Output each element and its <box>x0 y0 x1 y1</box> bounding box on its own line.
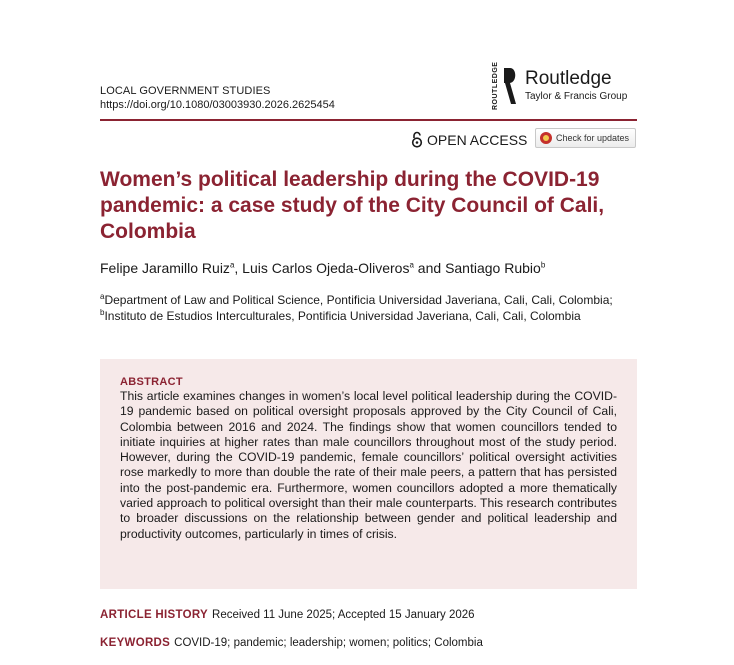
article-history <box>100 608 475 622</box>
header-divider <box>100 119 637 121</box>
article-history-label: ARTICLE HISTORY <box>100 609 209 621</box>
author-affiliation-mark: b <box>540 260 546 270</box>
author-name[interactable]: Luis Carlos Ojeda-Oliveros <box>242 260 410 276</box>
affiliation-text: Department of Law and Political Science, Pontificia Universidad Javeriana, Cali, Cali, Colombia; <box>104 293 613 307</box>
publisher-group: Taylor & Francis Group <box>525 91 628 102</box>
keywords-label: KEYWORDS <box>100 637 171 649</box>
author-affiliation-mark: a <box>229 260 235 270</box>
doi-link[interactable]: https://doi.org/10.1080/03003930.2026.2625454 <box>100 99 335 111</box>
routledge-logo-icon <box>501 66 519 106</box>
open-access-indicator <box>411 131 527 148</box>
affiliation-text: Instituto de Estudios Interculturales, Pontificia Universidad Javeriana, Cali, Cali, Colombia <box>104 309 581 323</box>
author-list <box>100 259 545 277</box>
check-updates-icon <box>540 132 552 144</box>
affiliations <box>100 292 638 324</box>
open-access-label: OPEN ACCESS <box>427 131 528 148</box>
check-updates-label: Check for updates <box>556 133 630 143</box>
publisher-imprint-vertical: ROUTLEDGE <box>492 61 499 110</box>
author-name[interactable]: Felipe Jaramillo Ruiz <box>100 260 230 276</box>
author-separator: and <box>413 260 446 276</box>
author-name[interactable]: Santiago Rubio <box>445 260 541 276</box>
keywords-text: COVID-19; pandemic; leadership; women; politics; Colombia <box>174 637 483 649</box>
abstract-text: This article examines changes in women’s local level political leadership during the COVID-19 pandemic based on political oversight proposals approved by the City Council of Cali, Colombia between 2016 and 2024. The findings show that women councillors tended to initiate inquiries at higher rates than male councillors throughout most of the study period. However, during the COVID-19 pandemic, female councillors’ political oversight activities rose markedly to more than double the rate of their male peers, a pattern that has persisted into the post-pandemic era. Furthermore, women councillors adopted a more thematically varied approach to political oversight than their male counterparts. This research contributes to broader discussions on the relationship between gender and political leadership and productivity outcomes, particularly in times of crisis. <box>120 389 617 541</box>
journal-header <box>100 84 335 112</box>
affiliation-mark: a <box>100 292 105 301</box>
journal-name: LOCAL GOVERNMENT STUDIES <box>100 85 271 97</box>
author-affiliation-mark: a <box>409 260 414 270</box>
keywords <box>100 636 483 650</box>
affiliation-mark: b <box>100 308 105 317</box>
article-history-text: Received 11 June 2025; Accepted 15 January 2026 <box>212 609 475 621</box>
article-title: Women’s political leadership during the COVID-19 pandemic: a case study of the City Council of Cali, Colombia <box>100 168 605 243</box>
check-for-updates-button[interactable] <box>535 128 636 148</box>
publisher-brand: Routledge <box>525 68 612 89</box>
abstract-heading: ABSTRACT <box>120 376 183 388</box>
open-lock-icon <box>411 131 423 148</box>
author-separator: , <box>234 260 243 276</box>
publisher-logo <box>492 61 628 110</box>
